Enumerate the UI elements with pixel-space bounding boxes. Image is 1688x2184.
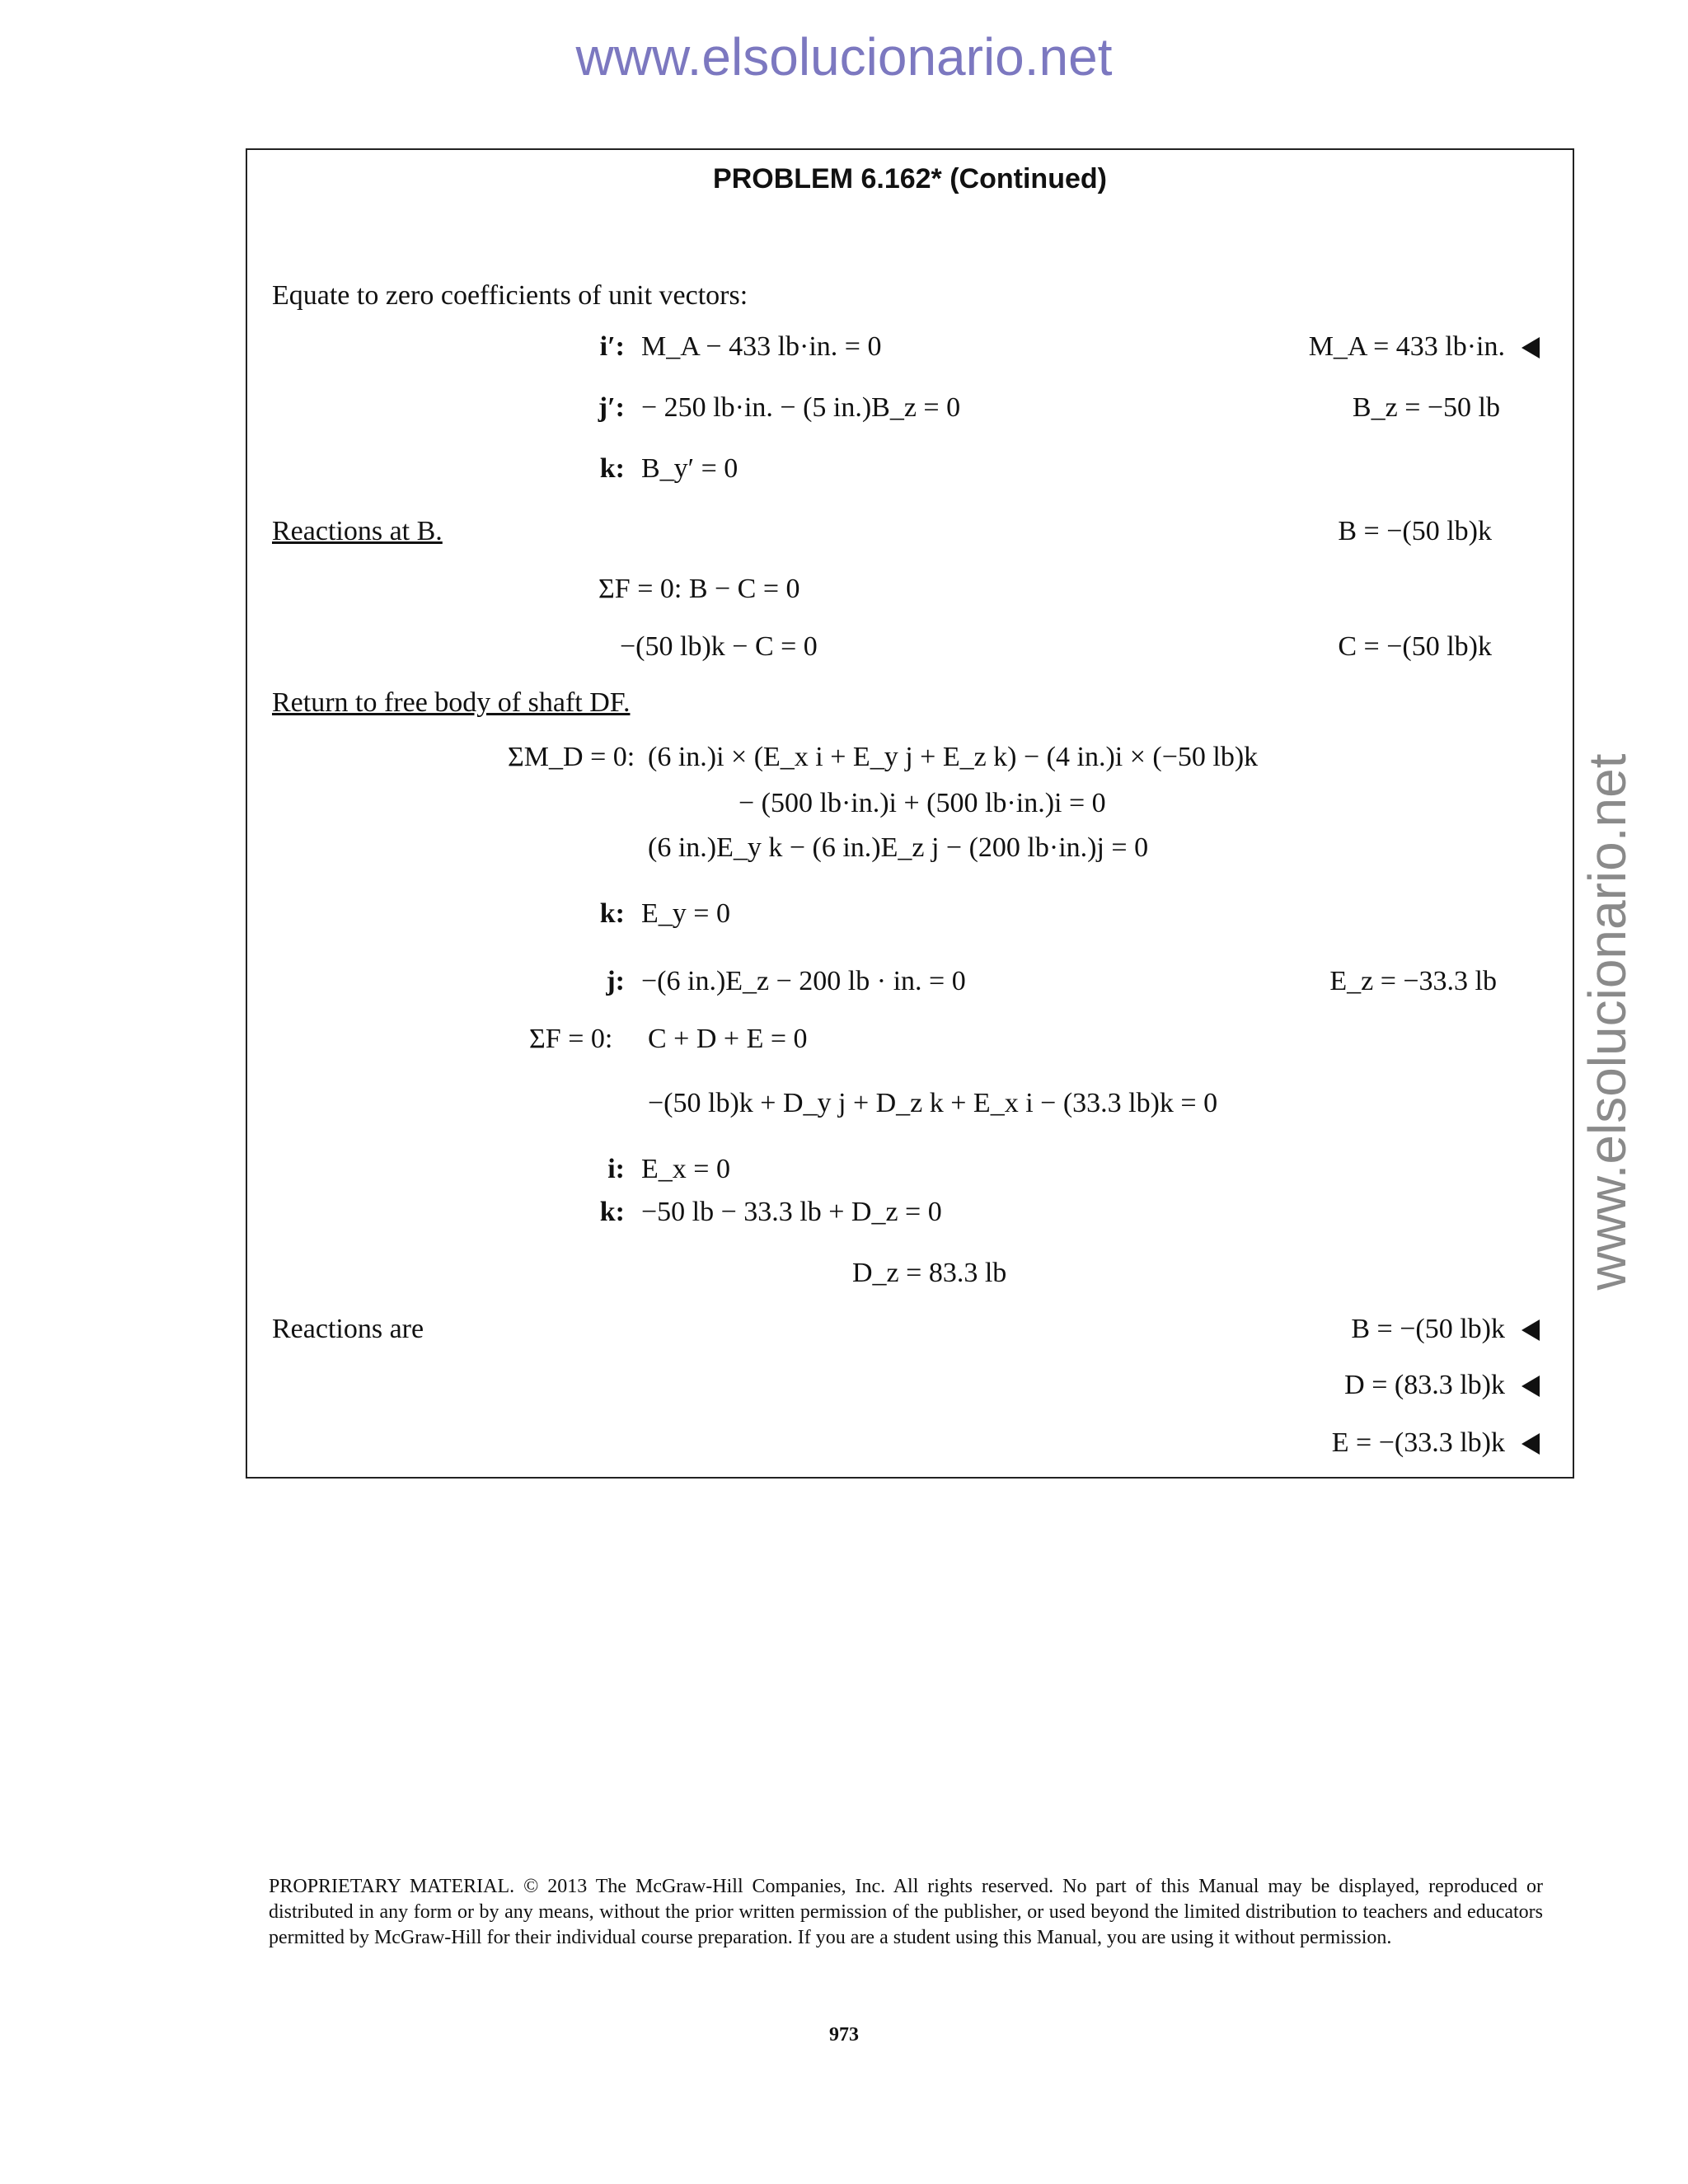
final-E-text: E = −(33.3 lb)k	[1331, 1427, 1505, 1458]
eq-k2: E_y = 0	[641, 898, 730, 929]
result-Ez: E_z = −33.3 lb	[1329, 966, 1497, 996]
eq-sumF1: ΣF = 0: B − C = 0	[598, 574, 800, 604]
intro-text: Equate to zero coefficients of unit vectors:	[272, 280, 748, 311]
eq-C: −(50 lb)k − C = 0	[620, 631, 818, 662]
copyright-footer: PROPRIETARY MATERIAL. © 2013 The McGraw-Hill Companies, Inc. All rights reserved. No part of this Manual may be displayed, reproduced or distributed in any form or by any means, without the prior written permission of the publisher, or used beyond the limited distribution to teachers and educators permitted by McGraw-Hill for their individual course preparation. If you are a student using this Manual, you are using it without permission.	[269, 1876, 1543, 1948]
result-Bz: B_z = −50 lb	[1352, 392, 1500, 423]
final-D-text: D = (83.3 lb)k	[1344, 1370, 1505, 1400]
eq-Dz: D_z = 83.3 lb	[852, 1258, 1007, 1288]
result-C: C = −(50 lb)k	[1338, 631, 1492, 662]
eq-sumMD-label: ΣM_D = 0:	[508, 742, 635, 772]
eq-label: i′:	[599, 331, 625, 362]
eq-jprime-line	[577, 394, 960, 422]
eq-jprime: − 250 lb·in. − (5 in.)B_z = 0	[641, 392, 961, 423]
eq-label: j′:	[598, 392, 625, 423]
watermark-top: www.elsolucionario.net	[575, 27, 1113, 87]
watermark-side: www.elsolucionario.net	[1578, 753, 1637, 1291]
eq-label: j:	[606, 966, 625, 996]
eq-label: i:	[607, 1154, 625, 1184]
eq-j-line	[577, 968, 966, 996]
eq-i-line	[577, 1155, 730, 1183]
eq-sumMD-line3: (6 in.)E_y k − (6 in.)E_z j − (200 lb·in.)j = 0	[648, 832, 1149, 863]
eq-label: k:	[599, 898, 625, 929]
eq-sumMD-line2: − (500 lb·in.)i + (500 lb·in.)i = 0	[738, 788, 1106, 818]
answer-marker-icon	[1522, 1319, 1540, 1341]
result-MA	[1309, 333, 1540, 361]
answer-marker-icon	[1522, 337, 1540, 359]
eq-sumF2-label: ΣF = 0:	[529, 1024, 613, 1054]
eq-k2-line	[577, 900, 730, 928]
reactions-at-B-heading: Reactions at B.	[272, 516, 443, 546]
eq-label: k:	[599, 453, 625, 484]
final-B-text: B = −(50 lb)k	[1351, 1314, 1505, 1344]
result-MA-text: M_A = 433 lb·in.	[1308, 331, 1505, 362]
answer-marker-icon	[1522, 1376, 1540, 1397]
reactions-are-text: Reactions are	[272, 1314, 424, 1344]
eq-iprime-line	[577, 333, 881, 361]
final-B	[1351, 1315, 1540, 1343]
eq-iprime: M_A − 433 lb·in. = 0	[641, 331, 882, 362]
return-free-body-heading: Return to free body of shaft DF.	[272, 687, 631, 718]
eq-k1: B_y′ = 0	[641, 453, 738, 484]
result-B: B = −(50 lb)k	[1338, 516, 1492, 546]
eq-j: −(6 in.)E_z − 200 lb · in. = 0	[641, 966, 966, 996]
answer-marker-icon	[1522, 1433, 1540, 1455]
eq-sumF2: C + D + E = 0	[648, 1024, 808, 1054]
eq-k1-line	[577, 455, 738, 483]
page-number: 973	[829, 2024, 859, 2046]
problem-title: PROBLEM 6.162* (Continued)	[713, 163, 1107, 194]
final-E	[1332, 1429, 1540, 1457]
eq-k3-line	[577, 1198, 942, 1226]
eq-i: E_x = 0	[641, 1154, 730, 1184]
eq-sumMD-line1: (6 in.)i × (E_x i + E_y j + E_z k) − (4 in.)i × (−50 lb)k	[648, 742, 1259, 772]
eq-sumF2-expanded: −(50 lb)k + D_y j + D_z k + E_x i − (33.3 lb)k = 0	[648, 1088, 1218, 1118]
solution-box	[246, 148, 1574, 1479]
final-D	[1344, 1371, 1540, 1399]
eq-k3: −50 lb − 33.3 lb + D_z = 0	[641, 1197, 942, 1227]
eq-label: k:	[599, 1197, 625, 1227]
